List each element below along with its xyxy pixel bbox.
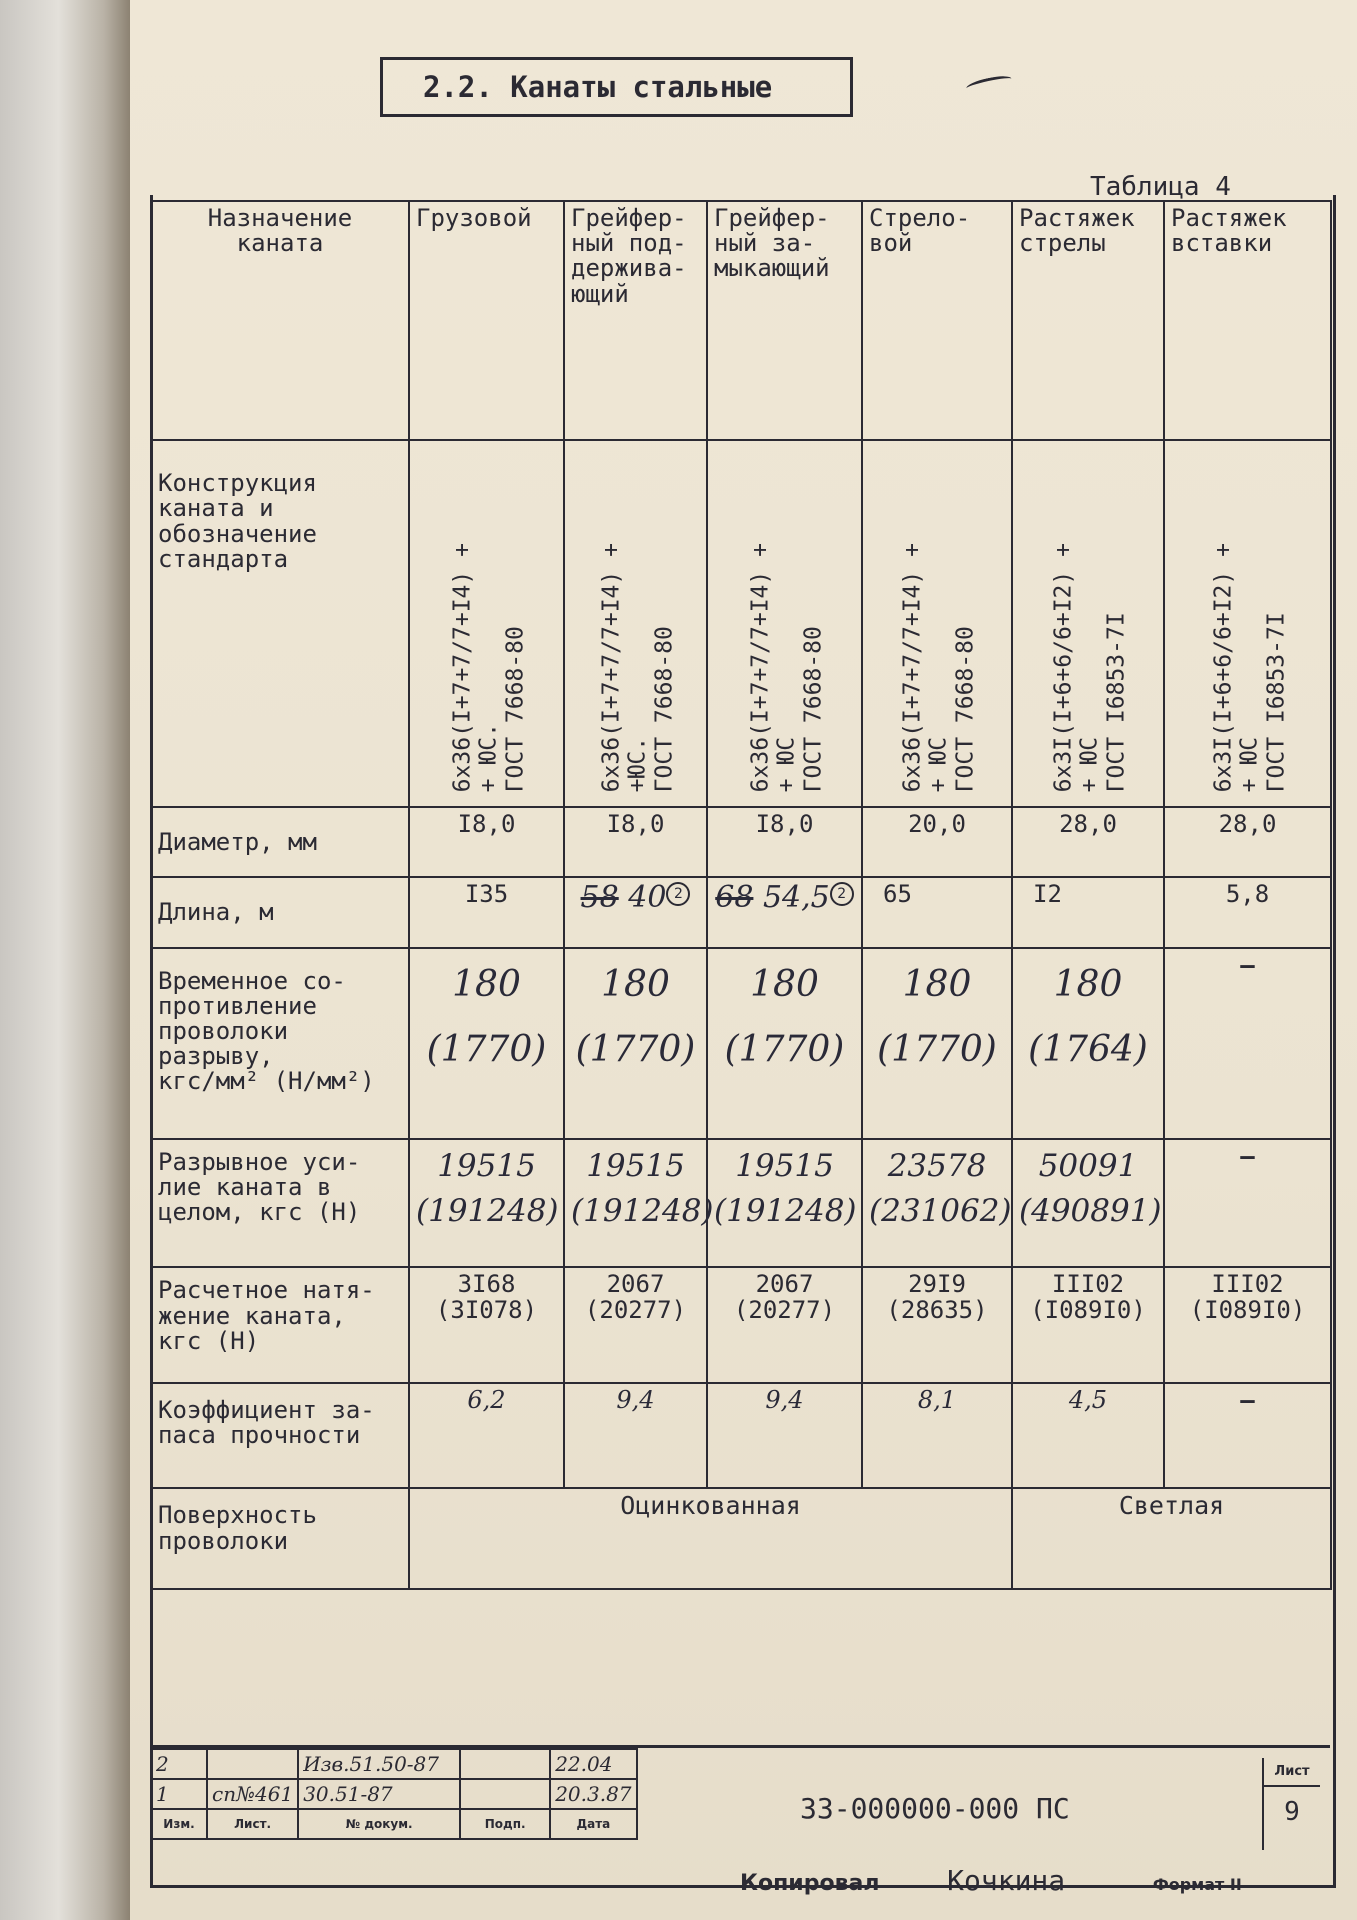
cell-construction-3 bbox=[707, 440, 862, 807]
tension-n-1: (3I078) bbox=[435, 1295, 538, 1324]
label-diameter: Диаметр, мм bbox=[151, 807, 409, 877]
footer bbox=[740, 1864, 1242, 1897]
sheet-number: 9 bbox=[1284, 1797, 1300, 1827]
tension-n-2: (20277) bbox=[584, 1295, 687, 1324]
format-label: Формат II bbox=[1152, 1875, 1242, 1894]
cell-breaking-5 bbox=[1012, 1139, 1164, 1268]
tension-kgf-5: III02 bbox=[1051, 1270, 1125, 1299]
cell-diameter-6: 28,0 bbox=[1164, 807, 1331, 877]
row-length bbox=[151, 877, 1331, 947]
label-resistance: Временное со- противление проволоки разрыву, кгс/мм² (Н/мм²) bbox=[151, 948, 409, 1139]
breaking-n-1: (191248) bbox=[416, 1192, 559, 1229]
header-col-3: Грейфер- ный за- мыкающий bbox=[707, 201, 862, 440]
breaking-kgf-1: 19515 bbox=[437, 1147, 536, 1184]
cell-safety-4: 8,1 bbox=[862, 1383, 1012, 1489]
row-breaking-force bbox=[151, 1139, 1331, 1268]
cell-resistance-3 bbox=[707, 948, 862, 1139]
resistance-n-4: (1770) bbox=[877, 1028, 997, 1070]
cell-breaking-4 bbox=[862, 1139, 1012, 1268]
breaking-n-4: (231062) bbox=[869, 1192, 1012, 1229]
cell-diameter-3: I8,0 bbox=[707, 807, 862, 877]
cell-tension-6 bbox=[1164, 1267, 1331, 1383]
tension-n-4: (28635) bbox=[886, 1295, 988, 1324]
revision-row-1 bbox=[151, 1749, 637, 1779]
cell-resistance-6: — bbox=[1164, 948, 1331, 1139]
label-change: Изм. bbox=[151, 1809, 207, 1839]
cell-length-3 bbox=[707, 877, 862, 947]
row-resistance bbox=[151, 948, 1331, 1139]
resistance-kgf-2: 180 bbox=[601, 963, 670, 1005]
label-safety: Коэффициент за- паса прочности bbox=[151, 1383, 409, 1489]
rev2-change: 1 bbox=[151, 1779, 207, 1809]
cell-construction-6 bbox=[1164, 440, 1331, 807]
rev1-sign bbox=[460, 1749, 550, 1779]
breaking-kgf-4: 23578 bbox=[887, 1147, 987, 1184]
construction-text-5: 6х3I(I+6+6/6+I2) + + ЮС ГОСТ I6853-7I bbox=[1050, 542, 1130, 793]
length-2-old: 58 bbox=[580, 880, 619, 916]
row-surface bbox=[151, 1488, 1331, 1589]
tension-kgf-3: 2067 bbox=[755, 1270, 814, 1299]
resistance-n-3: (1770) bbox=[724, 1028, 845, 1070]
label-date: Дата bbox=[550, 1809, 636, 1839]
header-col-2: Грейфер- ный под- держива- ющий bbox=[564, 201, 707, 440]
header-purpose: Назначение каната bbox=[151, 201, 409, 440]
row-safety bbox=[151, 1383, 1331, 1489]
title-block bbox=[150, 1745, 1330, 1863]
label-breaking-force: Разрывное уси- лие каната в целом, кгс (Н) bbox=[151, 1139, 409, 1268]
resistance-n-5: (1764) bbox=[1028, 1028, 1148, 1070]
header-col-5: Растяжек стрелы bbox=[1012, 201, 1164, 440]
cell-safety-5: 4,5 bbox=[1012, 1383, 1164, 1489]
cell-safety-1: 6,2 bbox=[409, 1383, 564, 1489]
cell-construction-4 bbox=[862, 440, 1012, 807]
rev2-doc: 30.51-87 bbox=[298, 1779, 460, 1809]
document-number: 33-000000-000 ПС bbox=[800, 1792, 1070, 1825]
label-tension: Расчетное натя- жение каната, кгс (Н) bbox=[151, 1267, 409, 1383]
length-2-new: 40 bbox=[628, 880, 667, 916]
resistance-kgf-4: 180 bbox=[902, 963, 972, 1005]
cell-length-2 bbox=[564, 877, 707, 947]
breaking-kgf-5: 50091 bbox=[1038, 1147, 1138, 1184]
cell-tension-1 bbox=[409, 1267, 564, 1383]
rev1-sheet bbox=[207, 1749, 298, 1779]
tension-kgf-2: 2067 bbox=[606, 1270, 665, 1299]
cell-construction-2 bbox=[564, 440, 707, 807]
cell-tension-5 bbox=[1012, 1267, 1164, 1383]
label-sheet: Лист. bbox=[207, 1809, 298, 1839]
rev1-date: 22.04 bbox=[550, 1749, 636, 1779]
header-col-1: Грузовой bbox=[409, 201, 564, 440]
breaking-n-5: (490891) bbox=[1019, 1192, 1162, 1229]
breaking-n-2: (191248) bbox=[571, 1192, 714, 1229]
row-tension bbox=[151, 1267, 1331, 1383]
construction-text-6: 6х3I(I+6+6/6+I2) + + ЮС ГОСТ I6853-7I bbox=[1209, 542, 1289, 793]
copied-label: Копировал bbox=[740, 1871, 880, 1896]
construction-text-1: 6х36(I+7+7/7+I4) + + ЮС. ГОСТ 7668-80 bbox=[448, 542, 528, 793]
row-construction bbox=[151, 440, 1331, 807]
change-mark-3: 2 bbox=[830, 882, 854, 906]
tension-kgf-6: III02 bbox=[1211, 1270, 1284, 1299]
label-construction: Конструкция каната и обозначение стандарта bbox=[151, 440, 409, 807]
cell-diameter-4: 20,0 bbox=[862, 807, 1012, 877]
tension-n-6: (I089I0) bbox=[1189, 1295, 1306, 1324]
revision-labels-row bbox=[151, 1809, 637, 1839]
tension-kgf-1: 3I68 bbox=[457, 1270, 516, 1299]
cell-tension-2 bbox=[564, 1267, 707, 1383]
section-title-text: 2.2. Канаты стальные bbox=[423, 70, 773, 104]
revision-table bbox=[150, 1748, 638, 1840]
construction-text-4: 6х36(I+7+7/7+I4) + + ЮС ГОСТ 7668-80 bbox=[899, 542, 979, 793]
cell-safety-3: 9,4 bbox=[707, 1383, 862, 1489]
breaking-kgf-3: 19515 bbox=[735, 1147, 834, 1184]
cell-length-1: I35 bbox=[409, 877, 564, 947]
label-sign: Подп. bbox=[460, 1809, 550, 1839]
sheet-label: Лист bbox=[1264, 1758, 1320, 1787]
copied-name: Кочкина bbox=[947, 1864, 1066, 1897]
construction-text-2: 6х36(I+7+7/7+I4) + +ЮС. ГОСТ 7668-80 bbox=[597, 542, 677, 793]
cell-breaking-1 bbox=[409, 1139, 564, 1268]
header-col-6: Растяжек вставки bbox=[1164, 201, 1331, 440]
breaking-kgf-2: 19515 bbox=[586, 1147, 685, 1184]
resistance-kgf-3: 180 bbox=[750, 963, 819, 1005]
cell-surface-bright: Светлая bbox=[1012, 1488, 1331, 1589]
table-label: Таблица 4 bbox=[1090, 172, 1231, 202]
rev2-date: 20.3.87 bbox=[550, 1779, 636, 1809]
cell-length-5: I2 bbox=[1012, 877, 1164, 947]
rev1-change: 2 bbox=[151, 1749, 207, 1779]
book-binding bbox=[0, 0, 130, 1920]
cell-breaking-6: — bbox=[1164, 1139, 1331, 1268]
cell-diameter-1: I8,0 bbox=[409, 807, 564, 877]
tension-kgf-4: 29I9 bbox=[908, 1270, 966, 1299]
rev2-sign bbox=[460, 1779, 550, 1809]
cell-tension-4 bbox=[862, 1267, 1012, 1383]
length-3-new: 54,5 bbox=[762, 880, 830, 916]
resistance-n-1: (1770) bbox=[426, 1028, 547, 1070]
cell-construction-1 bbox=[409, 440, 564, 807]
ropes-table bbox=[150, 200, 1332, 1590]
label-surface: Поверхность проволоки bbox=[151, 1488, 409, 1589]
resistance-kgf-5: 180 bbox=[1053, 963, 1123, 1005]
revision-row-2 bbox=[151, 1779, 637, 1809]
table-header-row bbox=[151, 201, 1331, 440]
resistance-n-2: (1770) bbox=[575, 1028, 696, 1070]
cell-diameter-2: I8,0 bbox=[564, 807, 707, 877]
cell-safety-2: 9,4 bbox=[564, 1383, 707, 1489]
breaking-n-3: (191248) bbox=[714, 1192, 857, 1229]
rev2-sheet: сп№461 bbox=[207, 1779, 298, 1809]
cell-safety-6: — bbox=[1164, 1383, 1331, 1489]
cell-breaking-3 bbox=[707, 1139, 862, 1268]
length-3-old: 68 bbox=[715, 880, 754, 916]
cell-length-6: 5,8 bbox=[1164, 877, 1331, 947]
change-mark-2: 2 bbox=[666, 882, 690, 906]
tension-n-5: (I089I0) bbox=[1030, 1295, 1146, 1324]
label-length: Длина, м bbox=[151, 877, 409, 947]
section-title bbox=[380, 57, 853, 117]
header-col-4: Стрело- вой bbox=[862, 201, 1012, 440]
rev1-doc: Изв.51.50-87 bbox=[298, 1749, 460, 1779]
cell-resistance-4 bbox=[862, 948, 1012, 1139]
cell-surface-galvanized: Оцинкованная bbox=[409, 1488, 1012, 1589]
label-doc: № докум. bbox=[298, 1809, 460, 1839]
sheet-box bbox=[1262, 1758, 1320, 1850]
cell-length-4: 65 bbox=[862, 877, 1012, 947]
cell-diameter-5: 28,0 bbox=[1012, 807, 1164, 877]
cell-resistance-2 bbox=[564, 948, 707, 1139]
tension-n-3: (20277) bbox=[733, 1295, 836, 1324]
cell-tension-3 bbox=[707, 1267, 862, 1383]
cell-breaking-2 bbox=[564, 1139, 714, 1268]
resistance-kgf-1: 180 bbox=[452, 963, 521, 1005]
cell-construction-5 bbox=[1012, 440, 1164, 807]
cell-resistance-1 bbox=[409, 948, 564, 1139]
row-diameter bbox=[151, 807, 1331, 877]
cell-resistance-5 bbox=[1012, 948, 1164, 1139]
construction-text-3: 6х36(I+7+7/7+I4) + + ЮС ГОСТ 7668-80 bbox=[746, 542, 826, 793]
